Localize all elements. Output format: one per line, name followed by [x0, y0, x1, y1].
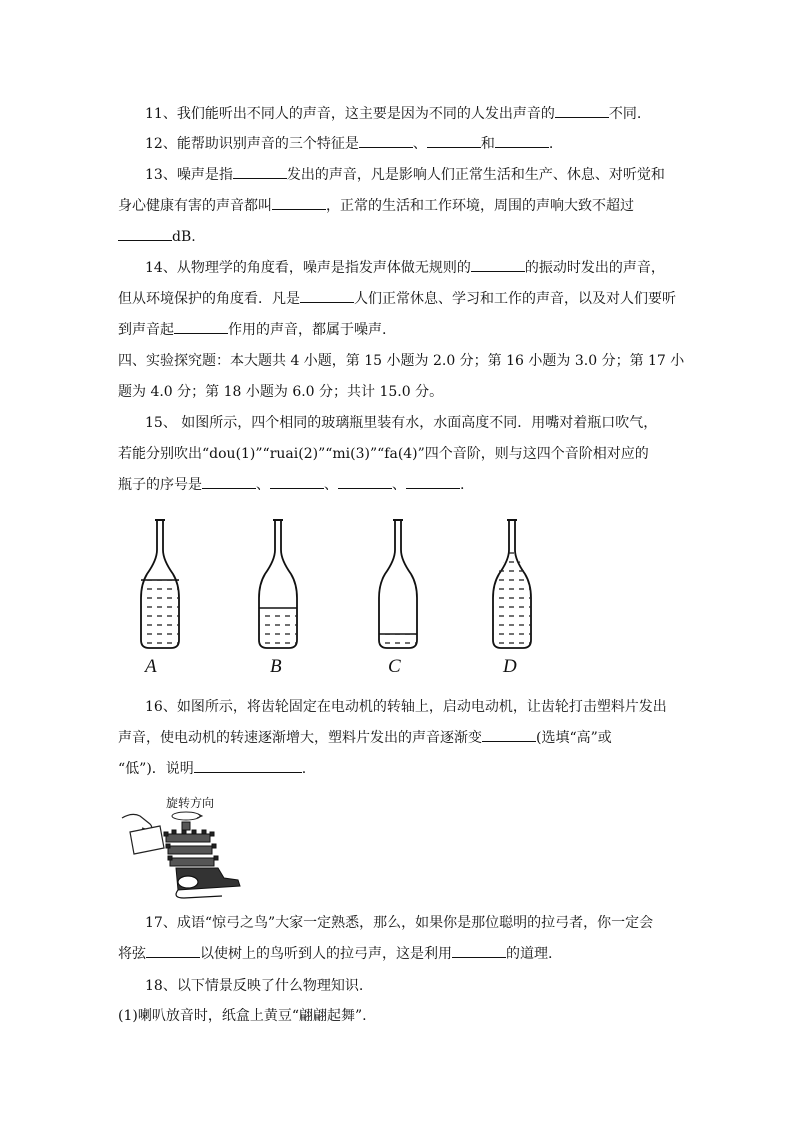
q16-line2: 声音，使电动机的转速逐渐增大，塑料片发出的声音逐渐变: [118, 730, 482, 746]
q16-blank-2: [194, 772, 302, 773]
section-4-heading-cont: 题为 4.0 分；第 18 小题为 6.0 分；共计 15.0 分。: [118, 384, 444, 400]
q17-blank-1: [146, 957, 200, 958]
question-14-line-1: [145, 258, 665, 278]
q15-blank-4: [406, 488, 460, 489]
q12-sep-2: 和: [480, 136, 495, 152]
q15-line3: 瓶子的序号是: [118, 477, 202, 493]
question-13-line-3: [118, 227, 196, 247]
gear-figure-caption: 旋转方向: [166, 796, 215, 810]
q13-blank-2: [272, 209, 326, 210]
q13-line1: 13、噪声是指: [145, 167, 233, 183]
question-12: [145, 134, 553, 154]
question-18-line-2: (1)喇叭放音时，纸盒上黄豆“翩翩起舞”.: [118, 1008, 367, 1024]
q14-line3: 到声音起: [118, 322, 174, 338]
q13-line2: 身心健康有害的声音都叫: [118, 198, 272, 214]
bottle-label-d: D: [503, 656, 517, 677]
q16-blank-1: [482, 741, 536, 742]
section-4-heading: 四、实验探究题：本大题共 4 小题，第 15 小题为 2.0 分；第 16 小题为 3.0 分；第 17 小: [118, 353, 685, 369]
bottle-b: [259, 520, 297, 648]
q15-sep-2: 、: [324, 477, 338, 493]
q14-line1-tail: 的振动时发出的声音，: [524, 260, 665, 276]
bottle-a: [141, 520, 179, 648]
question-17-line-1: 17、成语“惊弓之鸟”大家一定熟悉，那么，如果你是那位聪明的拉弓者，你一定会: [145, 915, 654, 931]
q16-line2-tail: (选填“高”或: [536, 730, 612, 746]
q17-line2: 将弦: [118, 946, 146, 962]
q12-text: 12、能帮助识别声音的三个特征是: [145, 136, 359, 152]
bottles-figure: [125, 512, 545, 682]
q13-line1-tail: 发出的声音，凡是影响人们正常生活和生产、休息、对听觉和: [286, 167, 665, 183]
question-17-line-2: [118, 944, 552, 964]
question-13-line-1: [145, 165, 665, 185]
bottle-d: [493, 520, 531, 648]
q17-blank-2: [452, 957, 506, 958]
q14-blank-3: [174, 333, 228, 334]
q14-blank-2: [300, 302, 354, 303]
q15-blank-1: [202, 488, 256, 489]
q15-blank-2: [270, 488, 324, 489]
q13-line3-tail: dB.: [172, 229, 196, 245]
bottle-label-b: B: [270, 656, 282, 677]
q13-line2-tail: ，正常的生活和工作环境，周围的声响大致不超过: [326, 198, 634, 214]
q15-tail: .: [460, 477, 465, 493]
q13-blank-3: [118, 240, 172, 241]
question-13-line-2: [118, 196, 634, 216]
bottle-label-c: C: [388, 656, 401, 677]
q12-blank-1: [359, 147, 413, 148]
q13-blank-1: [233, 178, 287, 179]
gear-figure: [118, 808, 248, 900]
q16-line3-tail: .: [301, 761, 307, 777]
q12-sep-1: 、: [412, 136, 427, 152]
question-18-line-1: 18、以下情景反映了什么物理知识.: [145, 978, 364, 994]
q14-blank-1: [471, 271, 525, 272]
question-15-line-1: 15、 如图所示，四个相同的玻璃瓶里装有水，水面高度不同．用嘴对着瓶口吹气，: [145, 415, 658, 431]
q11-tail: 不同.: [608, 106, 642, 122]
q17-line2-tail: 的道理.: [506, 946, 553, 962]
question-14-line-2: [118, 289, 676, 309]
q11-blank: [555, 117, 609, 118]
q15-sep-1: 、: [256, 477, 270, 493]
question-11: [145, 104, 641, 124]
q17-line2-mid: 以使树上的鸟听到人的拉弓声，这是利用: [200, 946, 452, 962]
question-14-line-3: [118, 320, 386, 340]
q16-line3: “低”)．说明: [118, 761, 194, 777]
q14-line3-tail: 作用的声音，都属于噪声.: [228, 322, 387, 338]
q15-blank-3: [338, 488, 392, 489]
question-16-line-3: [118, 759, 306, 779]
q14-line2: 但从环境保护的角度看．凡是: [118, 291, 300, 307]
question-16-line-2: [118, 728, 612, 748]
q14-line1: 14、从物理学的角度看，噪声是指发声体做无规则的: [145, 260, 471, 276]
bottle-label-a: A: [145, 656, 157, 677]
q12-blank-2: [427, 147, 481, 148]
question-16-line-1: 16、如图所示，将齿轮固定在电动机的转轴上，启动电动机，让齿轮打击塑料片发出: [145, 699, 667, 715]
question-15-line-3: [118, 475, 464, 495]
question-15-line-2: 若能分别吹出“dou(1)”“ruai(2)”“mi(3)”“fa(4)”四个音阶，则与这四个音阶相对应的: [118, 446, 649, 462]
q14-line2-tail: 人们正常休息、学习和工作的声音，以及对人们要听: [354, 291, 676, 307]
q12-blank-3: [495, 147, 549, 148]
bottle-c: [379, 520, 417, 648]
q11-text: 11、我们能听出不同人的声音，这主要是因为不同的人发出声音的: [145, 106, 555, 122]
q15-sep-3: 、: [392, 477, 406, 493]
q12-tail: .: [548, 136, 554, 152]
